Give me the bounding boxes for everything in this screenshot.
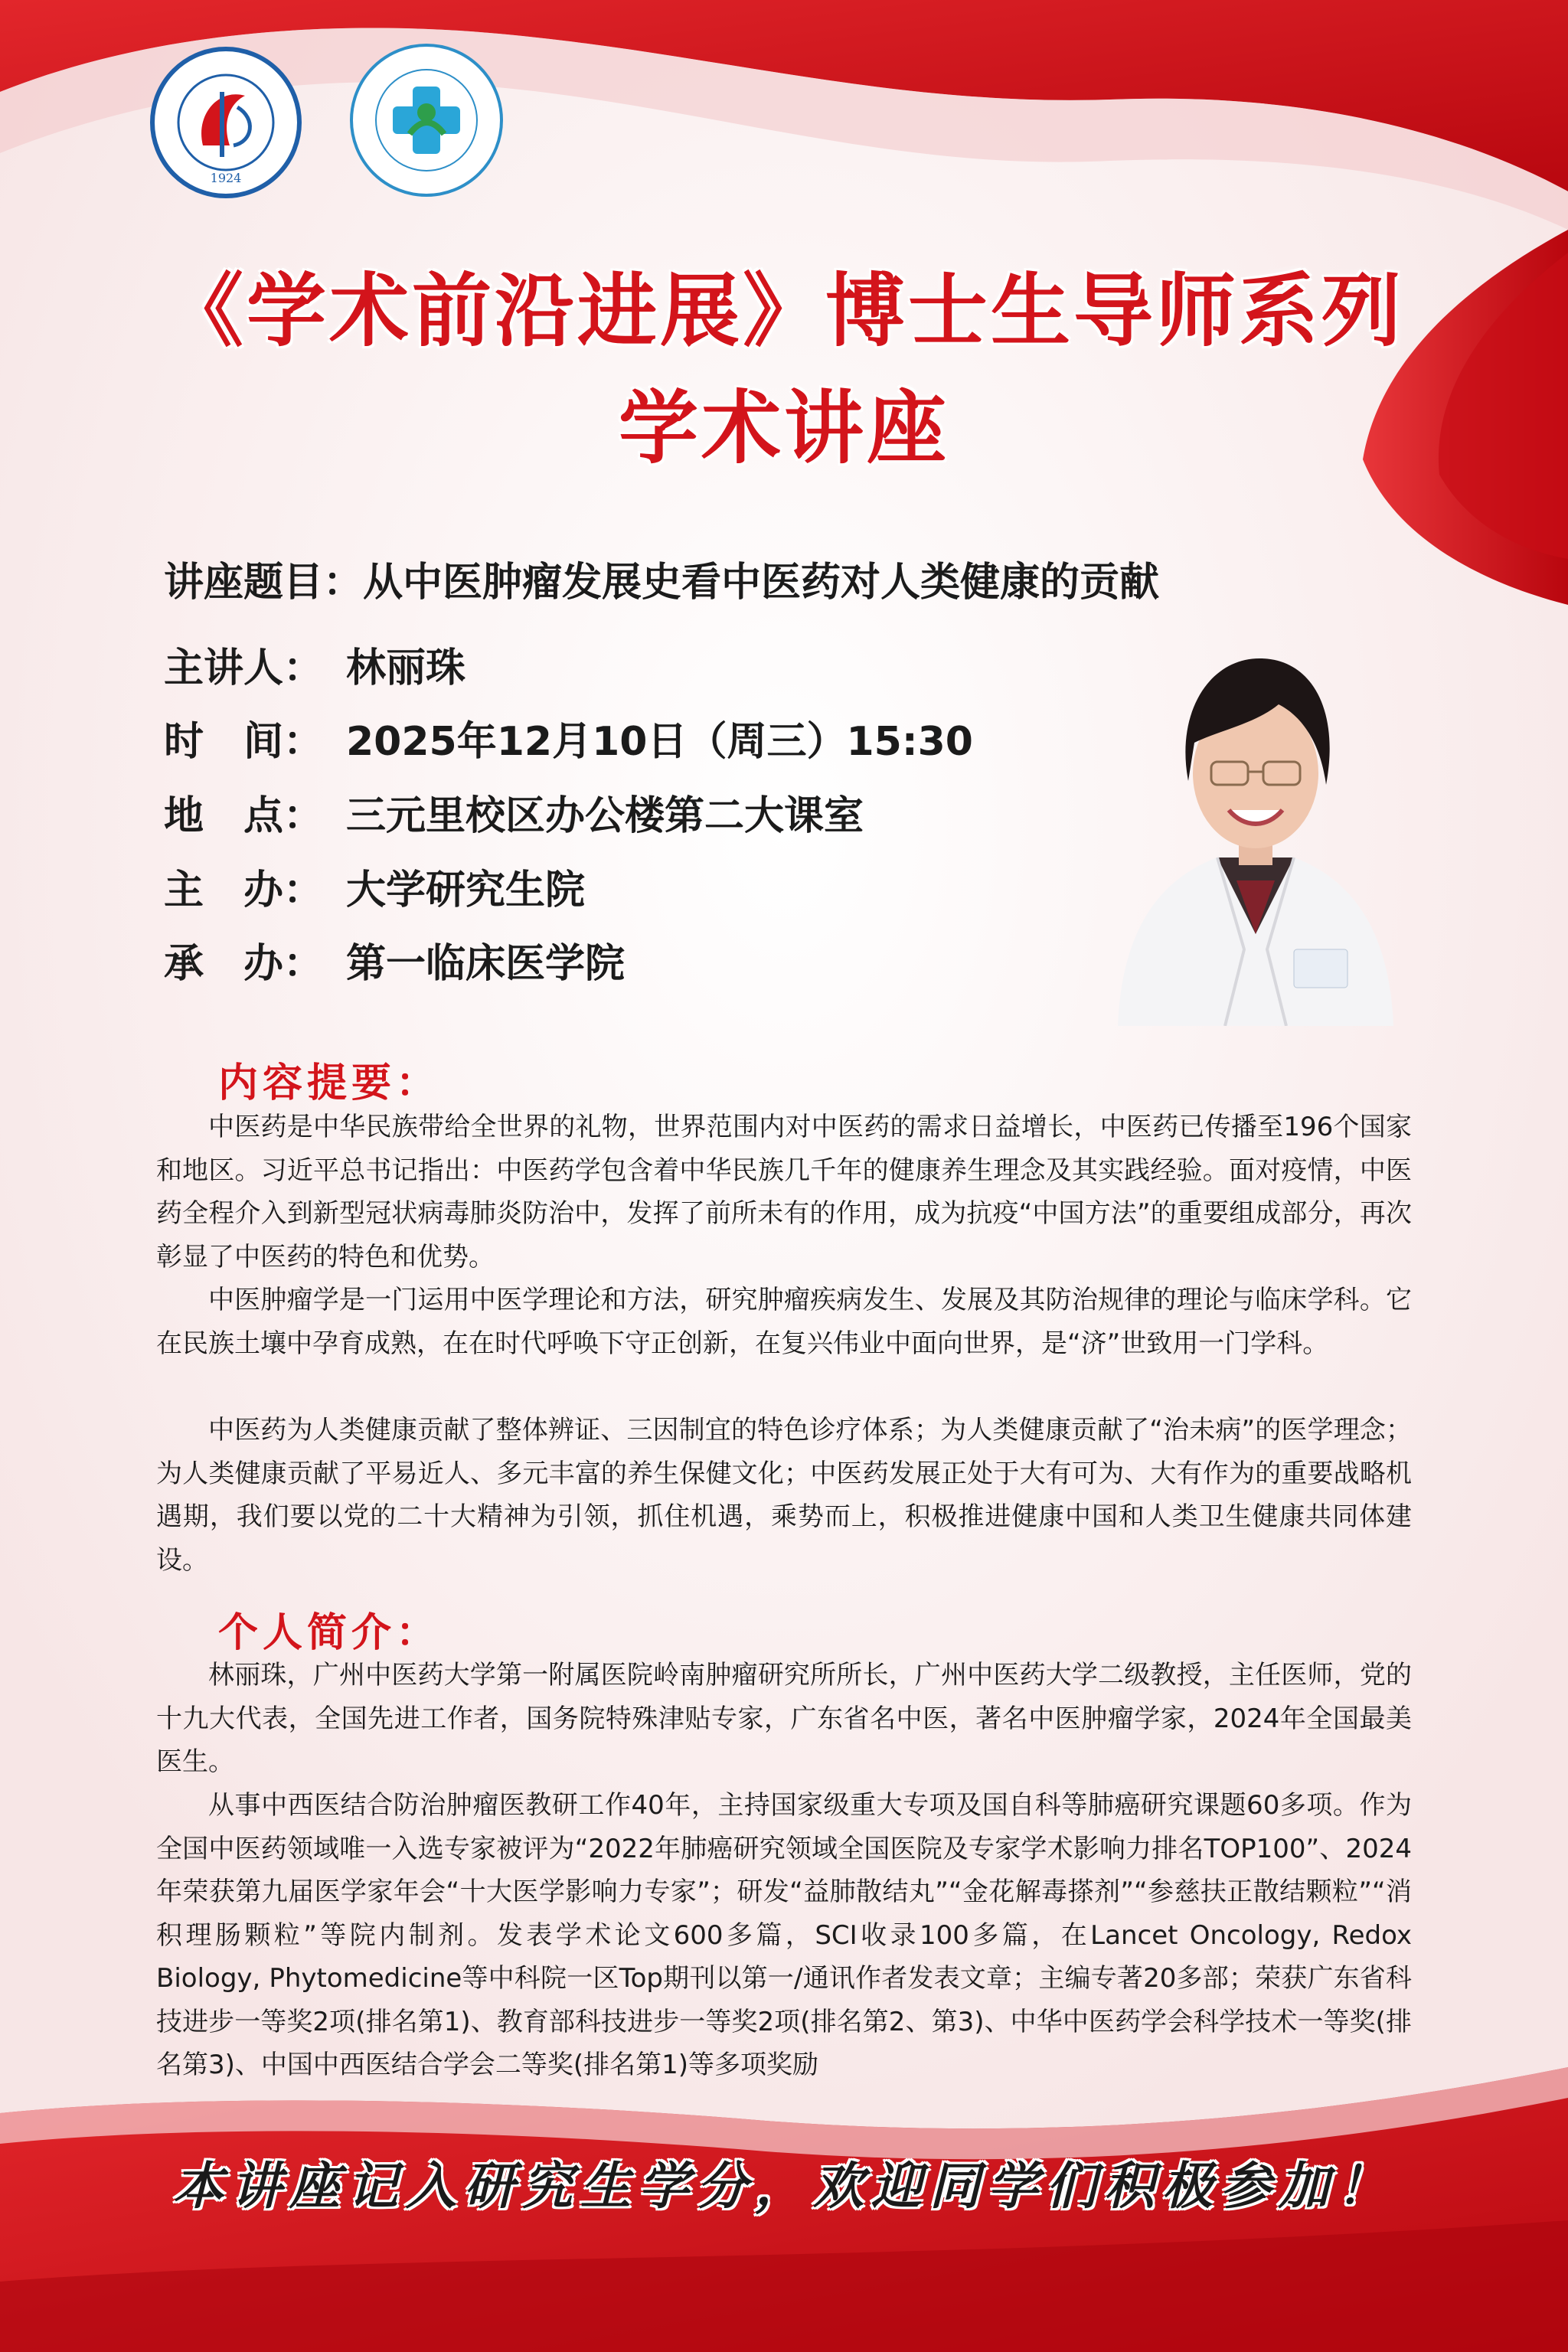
speaker-photo <box>1102 628 1409 1026</box>
time-value: 2025年12月10日（周三）15:30 <box>346 719 973 765</box>
organizer-label: 承 办： <box>164 941 324 987</box>
summary-paragraph-3: 中医药为人类健康贡献了整体辨证、三因制宜的特色诊疗体系；为人类健康贡献了“治未病”的医学理念；为人类健康贡献了平易近人、多元丰富的养生保健文化；中医药发展正处于大有可为、大有作为的重要战略机遇期，我们要以党的二十大精神为引领，抓住机遇，乘势而上，积极推进健康中国和人类卫生健康共同体建设。 <box>156 1415 1412 1576</box>
bio-paragraph-2: 从事中西医结合防治肿瘤医教研工作40年，主持国家级重大专项及国自科等肺癌研究课题60多项。作为全国中医药领域唯一入选专家被评为“2022年肺癌研究领域全国医院及专家学术影响力排名TOP100”、2024年荣获第九届医学家年会“十大医学影响力专家”；研发“益肺散结丸”“金花解毒搽剂”“参慈扶正散结颗粒”“消积理肠颗粒”等院内制剂。发表学术论文600多篇，SCI收录100多篇，在Lancet Oncology, Redox Biology, Phytomedicine等中科院一区Top期刊以第一/通讯作者发表文章；主编专著20多部；荣获广东省科技进步一等奖2项(排名第1)、教育部科技进步一等奖2项(排名第2、第3)、中华中医药学会科学技术一等奖(排名第3)、中国中西医结合学会二等奖(排名第1)等多项奖励 <box>156 1790 1412 2080</box>
place-value: 三元里校区办公楼第二大课室 <box>346 793 864 839</box>
topic-label: 讲座题目： <box>164 560 364 606</box>
page-subtitle: 学术讲座 <box>618 381 949 475</box>
host-value: 大学研究生院 <box>346 867 586 913</box>
page-title: 《学术前沿进展》博士生导师系列 <box>163 264 1404 358</box>
bio-heading: 个人简介： <box>218 1609 441 1656</box>
hospital-logo <box>348 42 505 199</box>
university-logo <box>149 46 302 199</box>
host-row <box>164 858 585 915</box>
time-row <box>164 709 973 766</box>
speaker-value: 林丽珠 <box>346 645 466 691</box>
place-label: 地 点： <box>164 793 324 839</box>
bio-paragraph-1: 林丽珠，广州中医药大学第一附属医院岭南肿瘤研究所所长，广州中医药大学二级教授，主任医师，党的十九大代表，全国先进工作者，国务院特殊津贴专家，广东省名中医，著名中医肿瘤学家，2024年全国最美医生。 <box>156 1660 1412 1777</box>
organizer-value: 第一临床医学院 <box>346 941 626 987</box>
topic-value: 从中医肿瘤发展史看中医药对人类健康的贡献 <box>363 560 1160 606</box>
speaker-label: 主讲人： <box>164 645 324 691</box>
svg-text:1924: 1924 <box>210 171 242 185</box>
lecture-topic-row <box>164 550 1159 607</box>
footer-notice: 本讲座记入研究生学分，欢迎同学们积极参加！ <box>173 2156 1395 2216</box>
organizer-row <box>164 931 625 988</box>
time-label: 时 间： <box>164 719 324 765</box>
host-label: 主 办： <box>164 867 324 913</box>
summary-paragraph-1: 中医药是中华民族带给全世界的礼物，世界范围内对中医药的需求日益增长，中医药已传播至196个国家和地区。习近平总书记指出：中医药学包含着中华民族几千年的健康养生理念及其实践经验。面对疫情，中医药全程介入到新型冠状病毒肺炎防治中，发挥了前所未有的作用，成为抗疫“中国方法”的重要组成部分，再次彰显了中医药的特色和优势。 <box>156 1112 1412 1272</box>
summary-paragraph-2: 中医肿瘤学是一门运用中医学理论和方法，研究肿瘤疾病发生、发展及其防治规律的理论与临床学科。它在民族土壤中孕育成熟，在在时代呼唤下守正创新，在复兴伟业中面向世界，是“济”世致用一门学科。 <box>156 1285 1412 1359</box>
place-row <box>164 783 864 841</box>
summary-heading: 内容提要： <box>218 1060 441 1106</box>
speaker-row <box>164 635 466 693</box>
